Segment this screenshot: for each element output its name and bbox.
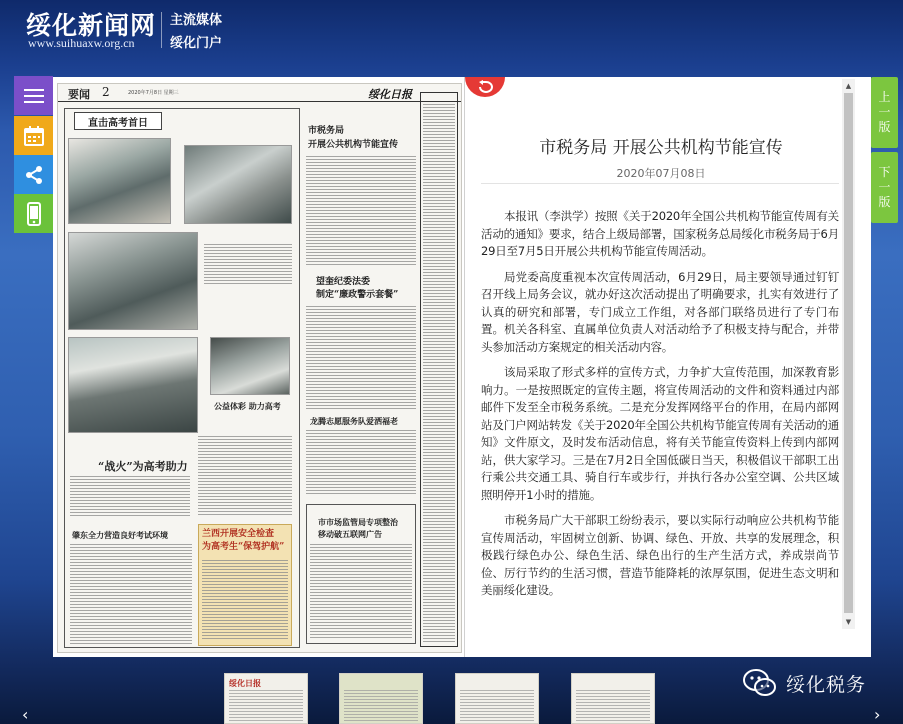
thumb-next-icon[interactable]: ›	[874, 705, 881, 724]
exam-photo-4	[68, 337, 198, 433]
article-text-block	[70, 476, 190, 516]
page-number: 2	[102, 85, 110, 99]
headline-tax[interactable]: 市税务局 开展公共机构节能宣传	[308, 126, 399, 150]
page-thumbnail[interactable]	[455, 673, 539, 724]
article-scrollbar[interactable]	[842, 79, 855, 629]
slogan-line2: 绥化门户	[170, 36, 223, 51]
article-paragraph: 局党委高度重视本次宣传周活动，6月29日，局主要领导通过钉钉召开线上局务会议，就办好这次活动提出了明确要求，扎实有效进行了认真的研究和部署，专门成立工作组，对各部门联络员进行了专门布置。机关各科室、直属单位负责人对活动给予了积极支持与配合，并带头参加活动方案规定的相关活动内容。	[481, 269, 839, 354]
site-url: www.suihuaxw.org.cn	[28, 36, 135, 50]
headline-fight[interactable]: “战火”为高考助力	[98, 460, 188, 473]
article-text-block	[202, 560, 288, 640]
menu-button[interactable]	[14, 76, 53, 115]
calendar-button[interactable]	[14, 116, 53, 155]
article-text-block	[70, 544, 192, 646]
thumbnail-text	[460, 690, 534, 722]
slogan-line1: 主流媒体	[170, 13, 223, 28]
prev-page-label-2: 一	[878, 105, 891, 119]
article-paragraph: 该局采取了形式多样的宣传方式，力争扩大宣传范围，加深教育影响力。一是按照既定的宣传主题，将宣传周活动的文件和资料通过内部邮件下发至全市税务系统。二是充分发挥网络平台的作用，在局内部网站及门户网站转发《关于2020年全国公共机构节能宣传周有关活动的通知》文件原文，及时发布活动信息，将有关节能宣传资料上传到内部网站，供大家学习。三是在7月2日全国低碳日当天，积极倡议干部职工出行乘公共交通工具、骑自行车或步行，并执行各办公室空调、公共区域照明停开1小时的措施。	[481, 365, 839, 502]
share-icon	[24, 165, 44, 185]
article-date: 2020年07月08日	[616, 167, 706, 180]
newspaper-page[interactable]	[57, 83, 462, 653]
mobile-icon	[27, 202, 41, 226]
next-page-label-1: 下	[878, 165, 891, 179]
next-page-label-2: 一	[878, 180, 891, 194]
exam-photo-5	[210, 337, 290, 395]
next-page-button[interactable]	[871, 152, 898, 223]
newspaper-date: 2020年7月8日 星期三	[128, 90, 179, 96]
mobile-button[interactable]	[14, 194, 53, 233]
scroll-down-icon[interactable]: ▼	[845, 618, 852, 626]
calendar-icon	[24, 126, 44, 146]
edition-label: 要闻	[68, 88, 90, 101]
prev-page-button[interactable]	[871, 77, 898, 148]
site-header	[0, 0, 903, 64]
prev-page-label-3: 版	[878, 120, 891, 134]
exam-photo-1	[68, 138, 171, 224]
headline-lanxi[interactable]: 兰西开展安全检查 为高考生“保驾护航”	[202, 529, 285, 552]
wechat-icon	[742, 668, 778, 698]
menu-icon	[24, 88, 44, 104]
article-text-block	[198, 436, 292, 516]
article-text-block	[306, 306, 416, 410]
reader-panel	[53, 77, 871, 657]
caption-text	[204, 244, 292, 284]
article-paragraph: 本报讯（李洪学）按照《关于2020年全国公共机构节能宣传周有关活动的通知》要求，结合上级局部署，国家税务总局绥化市税务局于6月29日至7月5日开展公共机构节能宣传周活动。	[481, 209, 839, 258]
headline-volunteer[interactable]: 龙腾志愿服务队爱洒福老	[310, 416, 398, 426]
newspaper-name: 绥化日报	[368, 88, 412, 101]
article-body	[481, 208, 839, 608]
article-text-block	[306, 156, 416, 266]
site-logo[interactable]: 绥化新闻网	[26, 11, 157, 40]
article-panel	[477, 77, 857, 657]
headline-zhaodong[interactable]: 肇东全力营造良好考试环境	[72, 530, 168, 540]
logo-divider	[161, 12, 162, 48]
article-text-block	[423, 104, 455, 644]
thumbnail-title: 绥化日报	[229, 678, 261, 688]
scroll-up-icon[interactable]: ▲	[845, 82, 852, 90]
article-text-block	[310, 544, 412, 640]
headline-market[interactable]: 市市场监管局专项整治 移动破五联网广告	[318, 517, 398, 539]
headline-discipline[interactable]: 望奎纪委法委 制定“廉政警示套餐”	[316, 277, 399, 300]
page-thumbnail[interactable]	[339, 673, 423, 724]
article-paragraph: 市税务局广大干部职工纷纷表示，要以实际行动响应公共机构节能宣传周活动，牢固树立创新、协调、绿色、开放、共享的发展理念，积极践行绿色办公、绿色生活、绿色出行的生产生活方式，养成崇尚节俭、厉行节约的生活习惯，营造节能降耗的浓厚氛围，促进生态文明和美丽绥化建设。	[481, 513, 839, 597]
thumb-prev-icon[interactable]: ‹	[22, 705, 29, 724]
page-thumbnail[interactable]	[224, 673, 308, 724]
wechat-watermark	[742, 668, 866, 698]
article-title: 市税务局 开展公共机构节能宣传	[539, 138, 783, 158]
thumbnail-text	[344, 690, 418, 722]
section-title: 直击高考首日	[74, 112, 162, 130]
article-text-block	[306, 430, 416, 496]
exam-photo-2	[184, 145, 292, 224]
share-button[interactable]	[14, 155, 53, 194]
exam-photo-3	[68, 232, 198, 330]
headline-sports[interactable]: 公益体彩 助力高考	[214, 401, 281, 411]
prev-page-label-1: 上	[878, 90, 891, 104]
wechat-label: 绥化税务	[786, 673, 867, 696]
page-thumbnail[interactable]	[571, 673, 655, 724]
scroll-thumb[interactable]	[844, 93, 853, 613]
thumbnail-text	[229, 690, 303, 722]
article-divider	[481, 183, 839, 184]
panel-divider	[464, 77, 465, 657]
thumbnail-text	[576, 690, 650, 722]
newspaper-header	[58, 84, 462, 102]
next-page-label-3: 版	[878, 195, 891, 209]
